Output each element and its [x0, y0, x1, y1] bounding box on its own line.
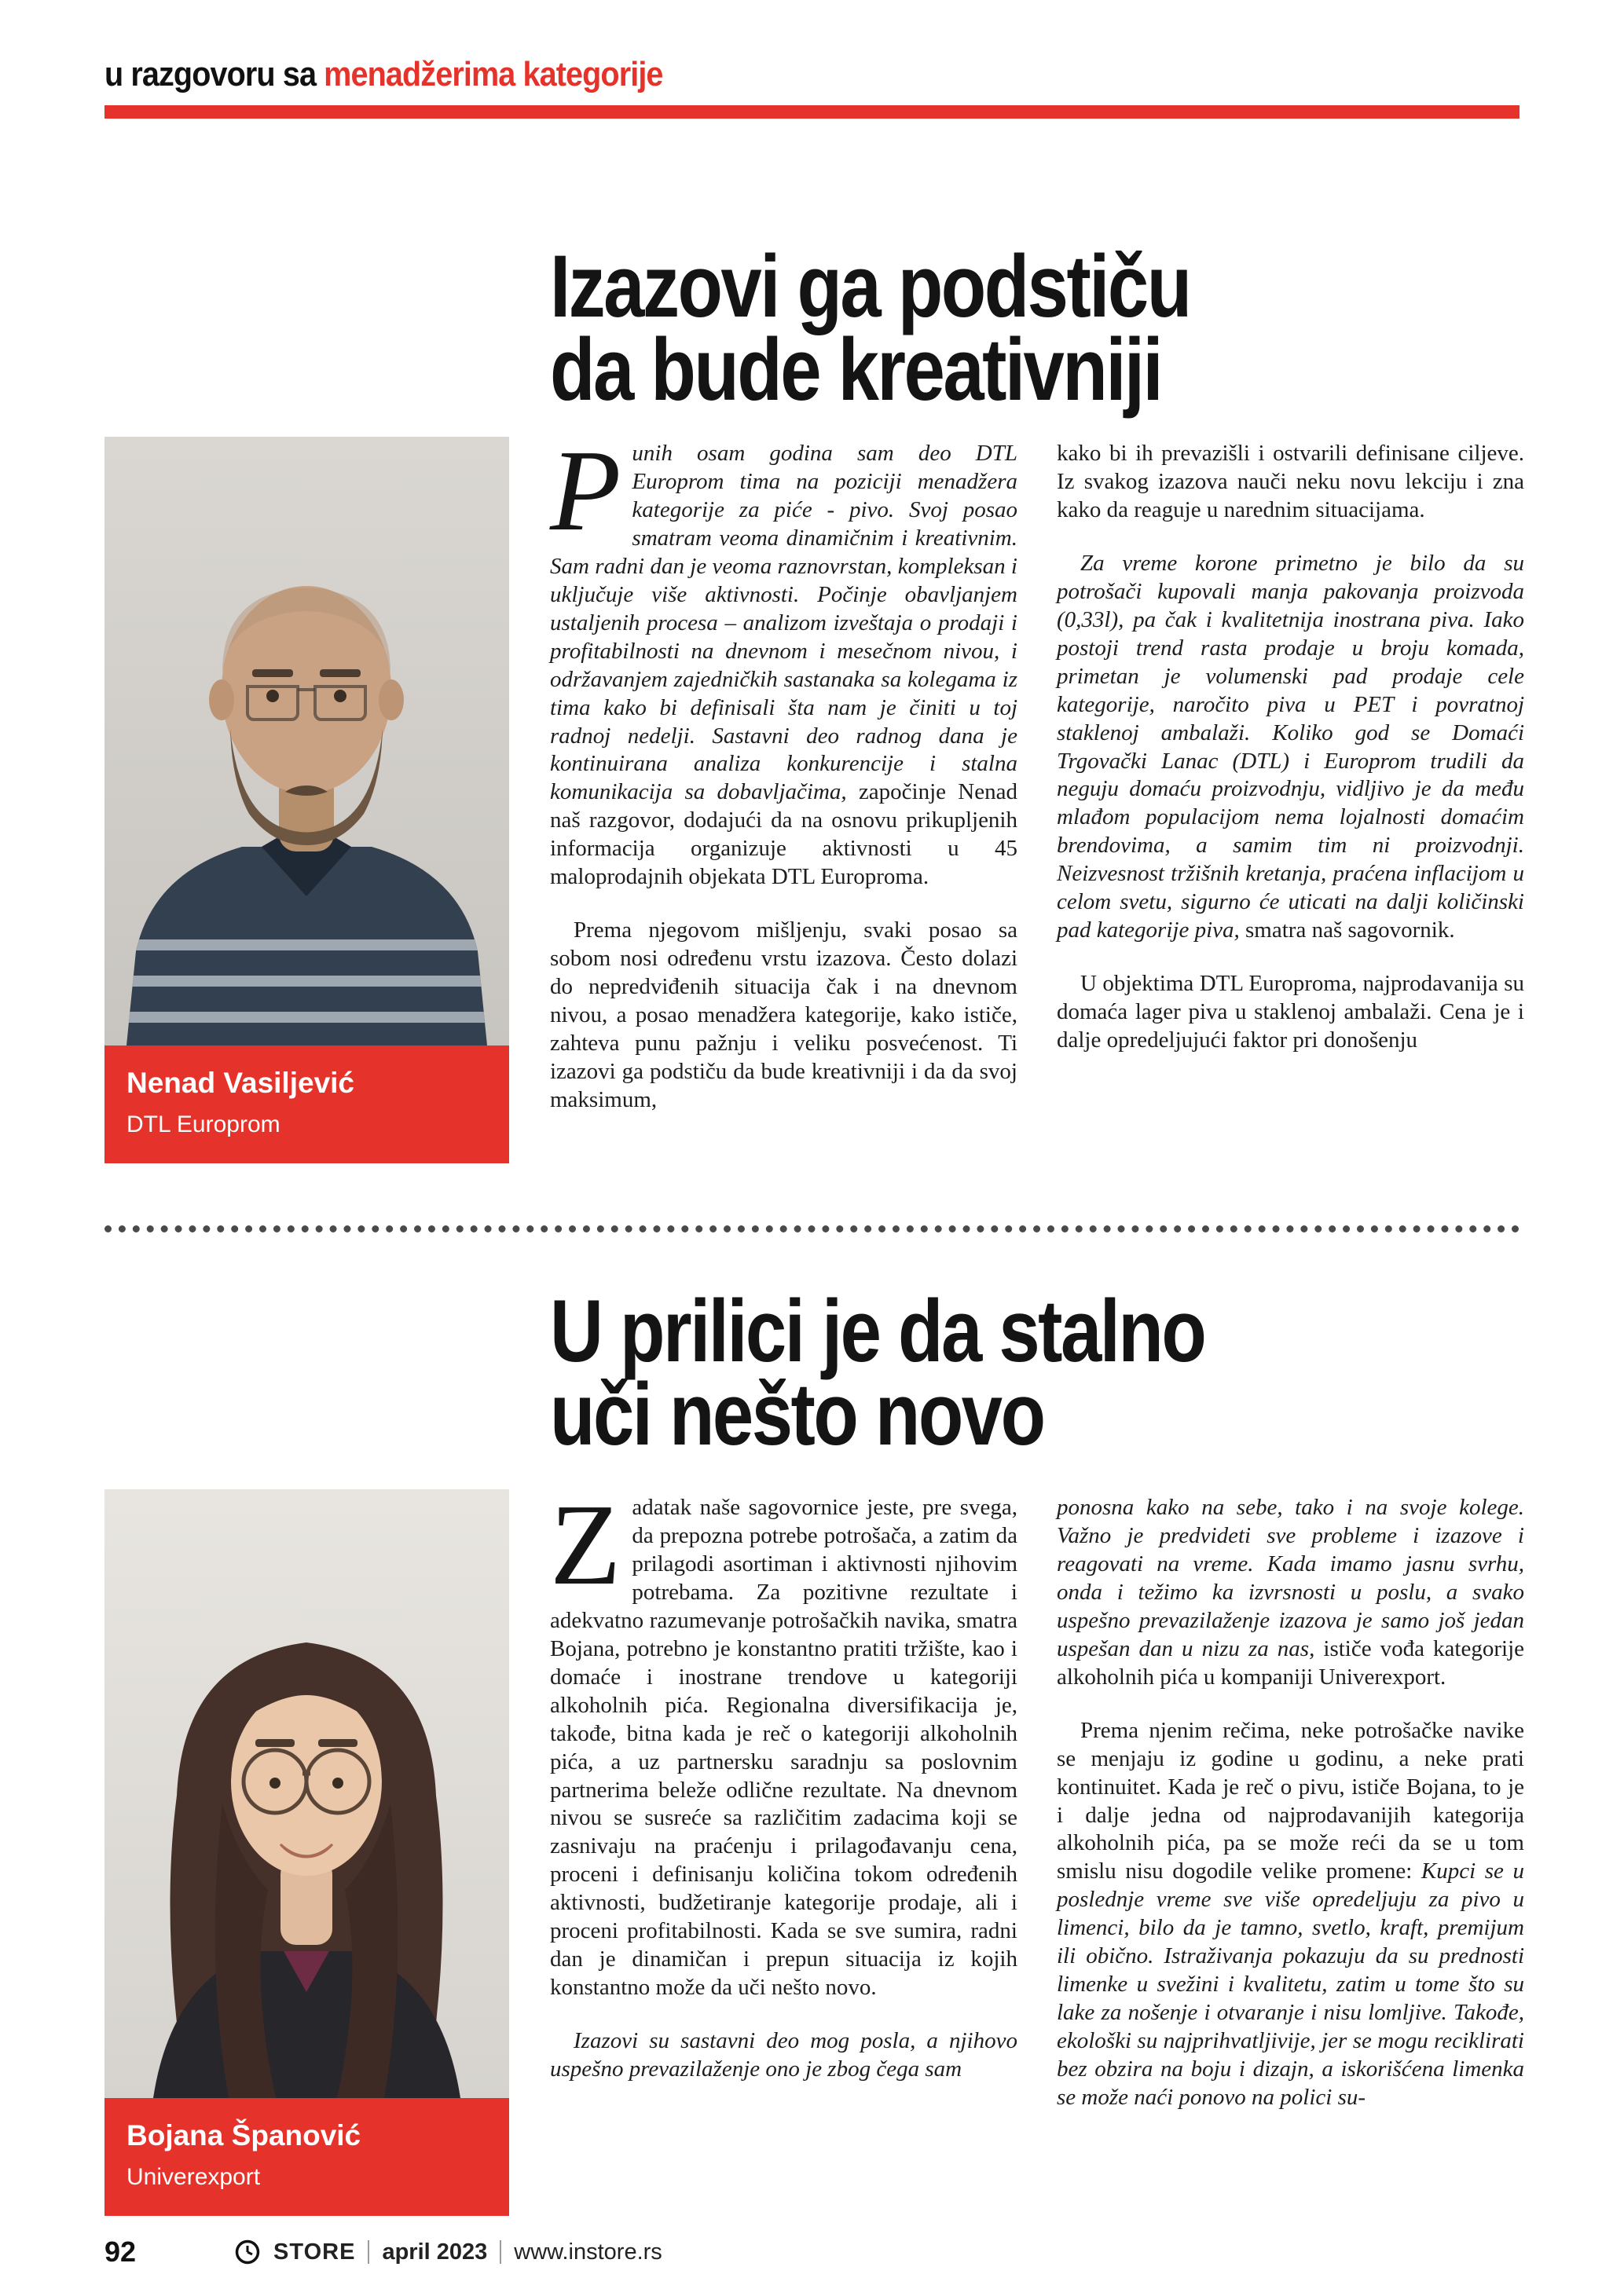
footer-brand-group: [234, 2239, 662, 2265]
article1-person-name: Nenad Vasiljević: [126, 1067, 355, 1099]
footer-separator: [500, 2240, 501, 2264]
article1-title: [550, 237, 1190, 419]
article2-title: [550, 1282, 1205, 1464]
article2-column-1: [550, 1481, 1017, 2137]
article2-body: [550, 1481, 1524, 2137]
article-paragraph: ponosna kako na sebe, tako i na svoje kolege. Važno je predvideti sve probleme i izazove i reagovati na vreme. Kada imamo jasnu svrhu, onda i težimo ka izvrsnosti u poslu, a svako uspešno prevazilaženje izazova je samo još jedan uspešan dan u nizu za nas, ističe vođa kategorije alkoholnih pića u kompaniji Univerexport.: [1057, 1495, 1524, 1690]
website-url: www.instore.rs: [514, 2239, 662, 2265]
article-paragraph: Za vreme korone primetno je bilo da su potrošači kupovali manja pakovanja proizvoda (0,33l), pa čak i kvalitetnija inostrana piva. Iako postoji trend rasta prodaje u broju komada, primetan je volumenski pad prodaje cele kategorije, naročito piva u PET i povratnoj staklenoj ambalaži. Koliko god se Domaći Trgovački Lanac (DTL) i Europrom trudili da neguju domaću proizvodnju, vidljivo je da među mlađom populacijom nema lojalnosti domaćim brendovima, a samim tim ni proizvodnji. Neizvesnost tržišnih kretanja, praćena inflacijom u celom svetu, sigurno će uticati na dalji količinski pad kategorije piva, smatra naš sagovornik.: [1057, 550, 1524, 943]
dotted-divider: [104, 1225, 1520, 1232]
kicker-red-text: menadžerima kategorije: [324, 55, 663, 93]
article1-title-line2: da bude kreativniji: [550, 320, 1162, 419]
article-paragraph: Prema njegovom mišljenju, svaki posao sa sobom nosi određenu vrstu izazova. Često dolazi do nepredviđenih situacija čak i na dnevnom nivou, a posao menadžera kategorije, kako ističe, zahteva punu pažnju i veliku posvećenost. Ti izazovi ga podstiču da bude kreativniji i da da svoj maksimum,: [550, 917, 1017, 1112]
kicker-black-text: u razgovoru sa: [104, 55, 324, 93]
section-kicker: [104, 55, 663, 94]
article-paragraph: Zadatak naše sagovornice jeste, pre svega, da prepozna potrebe potrošača, a zatim da prilagodi asortiman i aktivnosti njihovim potrebama. Za pozitivne rezultate i adekvatno razumevanje potrošačkih navika, smatra Bojana, potrebno je konstantno pratiti tržište, kao i domaće i inostrane trendove u kategoriji alkoholnih pića. Regionalna diversifikacija je, takođe, bitna kada je reč o kategoriji alkoholnih pića, a uz partnersku saradnju sa poslovnim partnerima beleže odlične rezultate. Na dnevnom nivou se susreće sa različitim zadacima koji se zasnivaju na praćenju i prilagođavanju cena, proceni i definisanju količina tokom određenih aktivnosti, budžetiranje kategorije prodaje, ali i proceni profitabilnosti. Kada se sve sumira, radni dan je dinamičan i prepun situacija iz kojih konstantno može da uči nešto novo.: [550, 1481, 1017, 2001]
article-paragraph: kako bi ih prevazišli i ostvarili definisane ciljeve. Iz svakog izazova nauči neku novu lekciju i zna kako da reaguje u narednim situacijama.: [1057, 441, 1524, 522]
article2-photo-caption: [104, 2098, 509, 2216]
page-footer: [104, 2236, 1520, 2269]
issue-date: april 2023: [382, 2239, 488, 2265]
article-paragraph: Punih osam godina sam deo DTL Europrom tima na poziciji menadžera kategorije za piće - pivo. Svoj posao smatram veoma dinamičnim i kreativnim. Sam radni dan je veoma raznovrstan, kompleksan i uključuje više aktivnosti. Počinje obavljanjem ustaljenih procesa – analizom izveštaja o prodaji i profitabilnosti na dnevnom i mesečnom nivou, i održavanjem zajedničkih sastanaka sa kolegama iz tima kako bi definisali šta nam je činiti u toj radnoj nedelji. Sastavni deo radnog dana je kontinuirana analiza konkurencije i stalna komunikacija sa dobavljačima, započinje Nenad naš razgovor, dodajući da na osnovu prikupljenih informacija organizuje aktivnosti u 45 maloprodajnih objekata DTL Europroma.: [550, 427, 1017, 890]
article2-person-name: Bojana Španović: [126, 2119, 361, 2151]
article2-column-2: [1057, 1494, 1524, 2137]
article1-title-line1: Izazovi ga podstiču: [550, 237, 1190, 335]
article2-portrait-photo: [104, 1489, 509, 2098]
header-rule: [104, 105, 1520, 119]
article1-photo-caption: [104, 1045, 509, 1163]
article1-person-company: DTL Europrom: [126, 1111, 280, 1137]
article1-column-1: [550, 427, 1017, 1140]
article2-title-line2: uči nešto novo: [550, 1365, 1044, 1464]
article-paragraph: Izazovi su sastavni deo mog posla, a njihovo uspešno prevazilaženje ono je zbog čega sam: [550, 2028, 1017, 2082]
drop-cap: Z: [550, 1481, 621, 1609]
article2-person-company: Univerexport: [126, 2164, 261, 2190]
article1-column-2: [1057, 440, 1524, 1140]
drop-cap: P: [550, 427, 621, 555]
instore-logo-icon: [234, 2239, 261, 2265]
magazine-name: STORE: [273, 2239, 356, 2265]
page-number: 92: [104, 2236, 137, 2268]
footer-separator: [368, 2240, 369, 2264]
article1-portrait-photo: [104, 437, 509, 1045]
article2-title-line1: U prilici je da stalno: [550, 1282, 1205, 1380]
article1-body: [550, 427, 1524, 1140]
article-paragraph: U objektima DTL Europroma, najprodavanija su domaća lager piva u staklenoj ambalaži. Cena je i dalje opredeljujući faktor pri donošenju: [1057, 971, 1524, 1053]
article-paragraph: Prema njenim rečima, neke potrošačke navike se menjaju iz godine u godinu, a neke prati kontinuitet. Kada je reč o pivu, ističe Bojana, to je i dalje jedna od najprodavanijih kategorija alkoholnih pića, pa se može reći da se u tom smislu nisu dogodile velike promene: Kupci se u poslednje vreme sve više opredeljuju za pivo u limenci, bilo da je tamno, svetlo, kraft, premijum ili obično. Istraživanja pokazuju da su prednosti limenke u svežini i kvalitetu, zatim u tome što su lake za nošenje i otvaranje i nisu lomljive. Takođe, ekološki su najprihvatljivije, jer se mogu reciklirati bez obzira na boju i dizajn, a iskorišćena limenka se može naći ponovo na polici su-: [1057, 1717, 1524, 2111]
